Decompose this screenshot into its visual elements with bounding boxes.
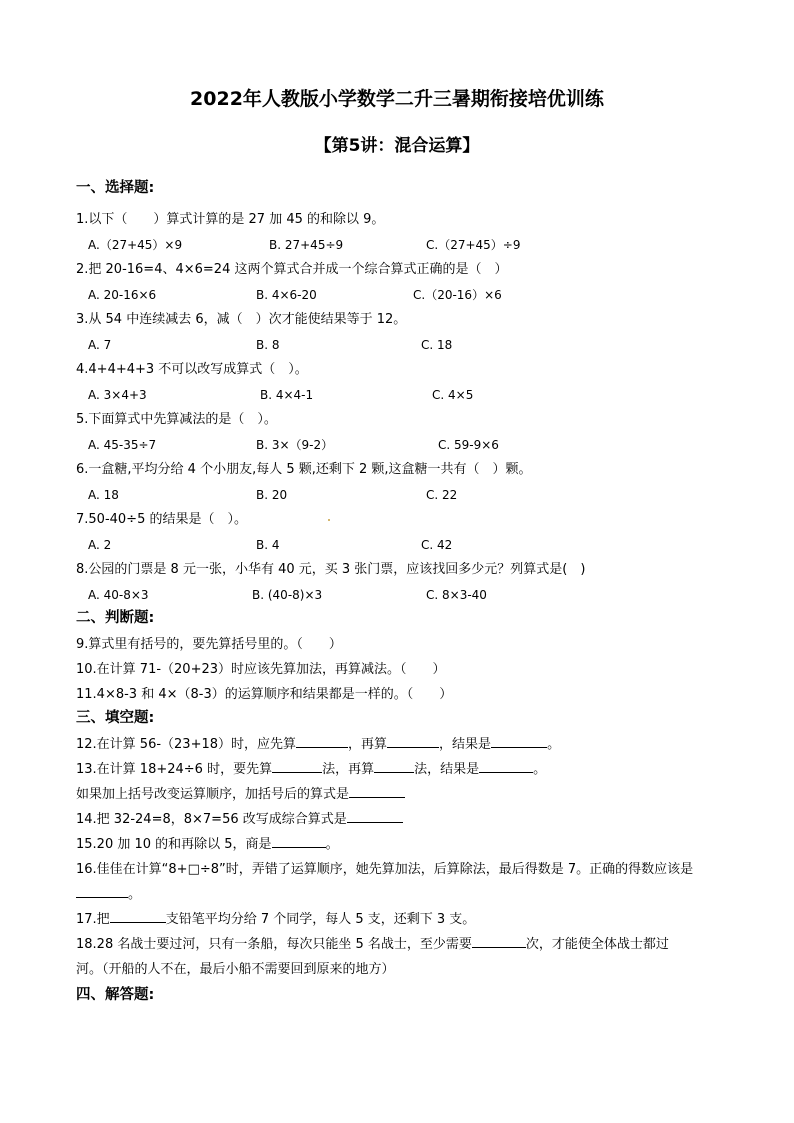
question-7: 7.50-40÷5 的结果是（ ）。 bbox=[76, 512, 247, 527]
q12-text-3: ，结果是 bbox=[439, 737, 492, 752]
q13b-text: 如果加上括号改变运算顺序，加括号后的算式是 bbox=[76, 787, 350, 802]
question-4: 4.4+4+4+3 不可以改写成算式（ ）。 bbox=[76, 362, 308, 377]
q16-text: 16.佳佳在计算“8+□÷8”时，弄错了运算顺序，她先算加法，后算除法，最后得数是 7。正确的得数应该是 bbox=[76, 862, 694, 877]
q6-option-b: B. 20 bbox=[256, 488, 288, 502]
question-10: 10.在计算 71-（20+23）时应该先算加法，再算减法。（ ） bbox=[76, 662, 446, 677]
q6-option-a: A. 18 bbox=[88, 488, 119, 502]
question-17 bbox=[76, 910, 475, 930]
q18-text-1: 18.28 名战士要过河，只有一条船，每次只能坐 5 名战士，至少需要 bbox=[76, 937, 472, 952]
q1-option-b: B. 27+45÷9 bbox=[269, 238, 344, 252]
q12-text-1: 12.在计算 56-（23+18）时，应先算 bbox=[76, 737, 297, 752]
question-9: 9.算式里有括号的，要先算括号里的。（ ） bbox=[76, 637, 342, 652]
q12-text-2: ，再算 bbox=[348, 737, 388, 752]
question-15 bbox=[76, 835, 339, 855]
q3-option-a: A. 7 bbox=[88, 338, 112, 352]
q17-text-1: 17.把 bbox=[76, 912, 110, 927]
q7-option-b: B. 4 bbox=[256, 538, 280, 552]
q17-text-2: 支铅笔平均分给 7 个同学，每人 5 支，还剩下 3 支。 bbox=[165, 912, 476, 927]
q18-text-2: 次，才能使全体战士都过 bbox=[525, 937, 669, 952]
q4-option-c: C. 4×5 bbox=[432, 388, 474, 402]
q14-blank[interactable] bbox=[347, 810, 403, 823]
q4-option-a: A. 3×4+3 bbox=[88, 388, 147, 402]
question-18-line-2: 河。（开船的人不在，最后小船不需要回到原来的地方） bbox=[76, 962, 395, 977]
q15-blank[interactable] bbox=[272, 835, 326, 848]
q8-option-b: B. (40-8)×3 bbox=[252, 588, 323, 602]
q7-option-c: C. 42 bbox=[421, 538, 453, 552]
q12-blank-2[interactable] bbox=[387, 735, 439, 748]
q13-text-2: 法，再算 bbox=[322, 762, 375, 777]
q2-option-a: A. 20-16×6 bbox=[88, 288, 157, 302]
q3-option-b: B. 8 bbox=[256, 338, 280, 352]
stray-mark bbox=[328, 519, 330, 521]
q4-option-b: B. 4×4-1 bbox=[260, 388, 314, 402]
q2-option-c: C.（20-16）×6 bbox=[413, 288, 502, 302]
q13-blank-1[interactable] bbox=[272, 760, 322, 773]
q5-option-b: B. 3×（9-2） bbox=[256, 438, 334, 452]
q15-text-2: 。 bbox=[325, 837, 339, 852]
question-12 bbox=[76, 735, 560, 755]
q12-blank-1[interactable] bbox=[296, 735, 348, 748]
q12-blank-3[interactable] bbox=[491, 735, 547, 748]
question-5: 5.下面算式中先算减法的是（ ）。 bbox=[76, 412, 277, 427]
question-11: 11.4×8-3 和 4×（8-3）的运算顺序和结果都是一样的。（ ） bbox=[76, 687, 453, 702]
question-6: 6.一盒糖,平均分给 4 个小朋友,每人 5 颗,还剩下 2 颗,这盒糖一共有（ ）颗。 bbox=[76, 462, 532, 477]
q13-text-3: 法，结果是 bbox=[414, 762, 480, 777]
q16-blank[interactable] bbox=[76, 885, 128, 898]
q8-option-c: C. 8×3-40 bbox=[426, 588, 487, 602]
question-14 bbox=[76, 810, 403, 830]
question-2: 2.把 20-16=4、4×6=24 这两个算式合并成一个综合算式正确的是（ ） bbox=[76, 262, 508, 277]
question-3: 3.从 54 中连续减去 6，减（ ）次才能使结果等于 12。 bbox=[76, 312, 407, 327]
question-16 bbox=[76, 860, 693, 880]
q5-option-a: A. 45-35÷7 bbox=[88, 438, 157, 452]
question-1: 1.以下（ ）算式计算的是 27 加 45 的和除以 9。 bbox=[76, 212, 385, 227]
q16-text-2: 。 bbox=[128, 887, 142, 902]
question-13 bbox=[76, 760, 546, 780]
lesson-subtitle: 【第5讲：混合运算】 bbox=[314, 136, 480, 156]
q1-option-a: A.（27+45）×9 bbox=[88, 238, 183, 252]
section-choice-heading: 一、选择题: bbox=[76, 180, 155, 196]
q1-option-c: C.（27+45）÷9 bbox=[426, 238, 521, 252]
question-8: 8.公园的门票是 8 元一张，小华有 40 元，买 3 张门票，应该找回多少元？列算式是( ) bbox=[76, 562, 586, 577]
q13-blank-3[interactable] bbox=[479, 760, 533, 773]
q3-option-c: C. 18 bbox=[421, 338, 453, 352]
document-title: 2022年人教版小学数学二升三暑期衔接培优训练 bbox=[190, 88, 604, 110]
section-judge-heading: 二、判断题: bbox=[76, 610, 155, 626]
section-fill-heading: 三、填空题: bbox=[76, 710, 155, 726]
q12-text-4: 。 bbox=[547, 737, 561, 752]
question-18 bbox=[76, 935, 669, 955]
question-13-followup bbox=[76, 785, 405, 805]
q8-option-a: A. 40-8×3 bbox=[88, 588, 149, 602]
q13-blank-2[interactable] bbox=[374, 760, 414, 773]
section-answer-heading: 四、解答题: bbox=[76, 987, 155, 1003]
q13b-blank[interactable] bbox=[349, 785, 405, 798]
question-16-line-2 bbox=[76, 885, 141, 905]
q18-blank[interactable] bbox=[472, 935, 526, 948]
q14-text: 14.把 32-24=8，8×7=56 改写成综合算式是 bbox=[76, 812, 347, 827]
q17-blank[interactable] bbox=[110, 910, 166, 923]
q13-text-4: 。 bbox=[533, 762, 547, 777]
q2-option-b: B. 4×6-20 bbox=[256, 288, 317, 302]
q7-option-a: A. 2 bbox=[88, 538, 112, 552]
q6-option-c: C. 22 bbox=[426, 488, 458, 502]
q13-text-1: 13.在计算 18+24÷6 时，要先算 bbox=[76, 762, 273, 777]
q15-text-1: 15.20 加 10 的和再除以 5，商是 bbox=[76, 837, 272, 852]
q5-option-c: C. 59-9×6 bbox=[438, 438, 499, 452]
